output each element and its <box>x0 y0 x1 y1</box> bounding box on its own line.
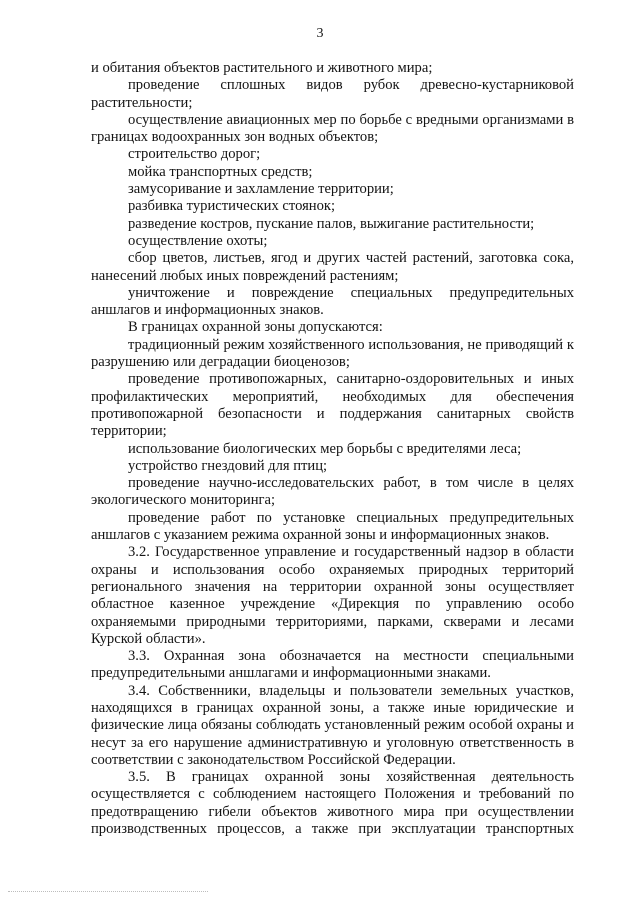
paragraph: разведение костров, пускание палов, выжигание растительности; <box>128 215 535 232</box>
paragraph: В границах охранной зоны допускаются: <box>128 319 383 336</box>
page-number: 3 <box>316 26 324 41</box>
paragraph: проведение работ по установке специальных предупредительных аншлагов с указанием режима охранной зоны и информационных знаков. <box>91 509 574 544</box>
paragraph: проведение противопожарных, санитарно-оздоровительных и иных профилактических мероприятий, необходимых для обеспечения противопожарной безопасности и поддержания санитарных свойств территории; <box>91 371 574 440</box>
paragraph: и обитания объектов растительного и животного мира; <box>91 60 433 76</box>
document-body <box>91 60 574 838</box>
paragraph: 3.4. Собственники, владельцы и пользователи земельных участков, находящихся в границах охранной зоны, а также иные юридические и физические лица обязаны соблюдать установленный режим особой охраны и несут за его нарушение административную и уголовную ответственность в соответствии с законодательством Российской Федерации. <box>91 682 574 768</box>
paragraph: 3.3. Охранная зона обозначается на местности специальными предупредительными аншлагами и информационными знаками. <box>91 648 574 682</box>
paragraph: осуществление охоты; <box>128 232 268 249</box>
paragraph: 3.5. В границах охранной зоны хозяйственная деятельность осуществляется с соблюдением настоящего Положения и требований по предотвращению гибели объектов животного мира при осуществлении производственных процессов, а также при эксплуатации транспортных <box>91 769 574 838</box>
paragraph: устройство гнездовий для птиц; <box>128 457 328 474</box>
paragraph: замусоривание и захламление территории; <box>128 181 394 198</box>
paragraph: традиционный режим хозяйственного использования, не приводящий к разрушению или деградации биоценозов; <box>91 336 574 371</box>
paragraph: сбор цветов, листьев, ягод и других частей растений, заготовка сока, нанесений любых иных повреждений растениям; <box>91 250 574 284</box>
paragraph: проведение научно-исследовательских работ, в том числе в целях экологического мониторинга; <box>91 475 574 509</box>
paragraph: строительство дорог; <box>128 146 261 163</box>
paragraph: мойка транспортных средств; <box>128 163 313 180</box>
paragraph: осуществление авиационных мер по борьбе с вредными организмами в границах водоохранных зон водных объектов; <box>91 111 574 146</box>
paragraph: разбивка туристических стоянок; <box>128 198 336 215</box>
paragraph: проведение сплошных видов рубок древесно-кустарниковой растительности; <box>91 77 574 111</box>
paragraph: 3.2. Государственное управление и государственный надзор в области охраны и использования особо охраняемых природных территорий регионального значения на территории охранной зоны осуществляет областное казенное учреждение «Дирекция по управлению особо охраняемыми природными территориями, парками, скверами и лесами Курской области». <box>91 544 574 647</box>
paragraph: уничтожение и повреждение специальных предупредительных аншлагов и информационных знаков. <box>91 284 574 319</box>
scan-artifact <box>8 891 208 895</box>
paragraph: использование биологических мер борьбы с вредителями леса; <box>128 440 522 457</box>
